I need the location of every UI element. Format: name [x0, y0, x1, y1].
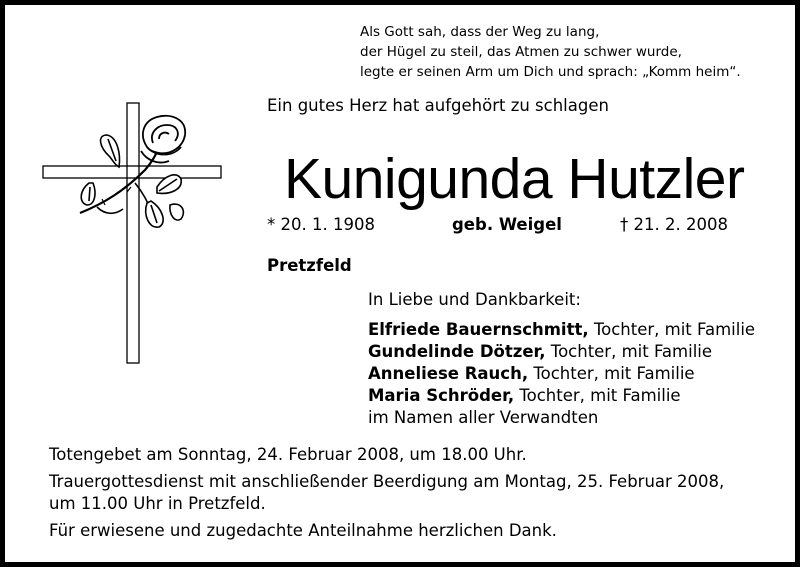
- poem-line: der Hügel zu steil, das Atmen zu schwer wurde,: [360, 44, 682, 60]
- poem-line: Als Gott sah, dass der Weg zu lang,: [360, 24, 600, 40]
- mourner-relation: Tochter, mit Familie: [528, 364, 695, 383]
- mourners-extra-line: im Namen aller Verwandten: [368, 408, 599, 427]
- service-line: Trauergottesdienst mit anschließender Beerdigung am Montag, 25. Februar 2008,: [49, 472, 725, 491]
- mourner-line: [368, 319, 755, 341]
- mourner-relation: Tochter, mit Familie: [545, 342, 713, 361]
- maiden-name: geb. Weigel: [452, 215, 562, 234]
- mourner-name: Maria Schröder,: [368, 386, 515, 405]
- heart-line: Ein gutes Herz hat aufgehört zu schlagen: [267, 96, 609, 115]
- mourners-list: [368, 319, 755, 429]
- thanks-line: Für erwiesene und zugedachte Anteilnahme herzlichen Dank.: [49, 521, 557, 540]
- mourner-line: [368, 341, 755, 363]
- poem: [360, 22, 741, 82]
- cross-with-rose-icon: [35, 95, 230, 370]
- service-line: um 11.00 Uhr in Pretzfeld.: [49, 494, 266, 513]
- prayer-line: Totengebet am Sonntag, 24. Februar 2008, um 18.00 Uhr.: [49, 445, 527, 464]
- mourner-name: Anneliese Rauch,: [368, 364, 529, 383]
- birth-date: * 20. 1. 1908: [267, 215, 375, 234]
- home-town: Pretzfeld: [267, 256, 352, 275]
- mourner-name: Elfriede Bauernschmitt,: [368, 320, 589, 339]
- deceased-name: Kunigunda Hutzler: [284, 147, 745, 211]
- mourner-line: [368, 385, 755, 407]
- mourner-name: Gundelinde Dötzer,: [368, 342, 546, 361]
- mourner-relation: Tochter, mit Familie: [514, 386, 681, 405]
- mourner-line: [368, 363, 755, 385]
- love-line: In Liebe und Dankbarkeit:: [368, 290, 581, 309]
- mourner-relation: Tochter, mit Familie: [588, 320, 756, 339]
- death-date: † 21. 2. 2008: [620, 215, 728, 234]
- poem-line: legte er seinen Arm um Dich und sprach: „Komm heim“.: [360, 64, 741, 80]
- service-info: [49, 444, 724, 542]
